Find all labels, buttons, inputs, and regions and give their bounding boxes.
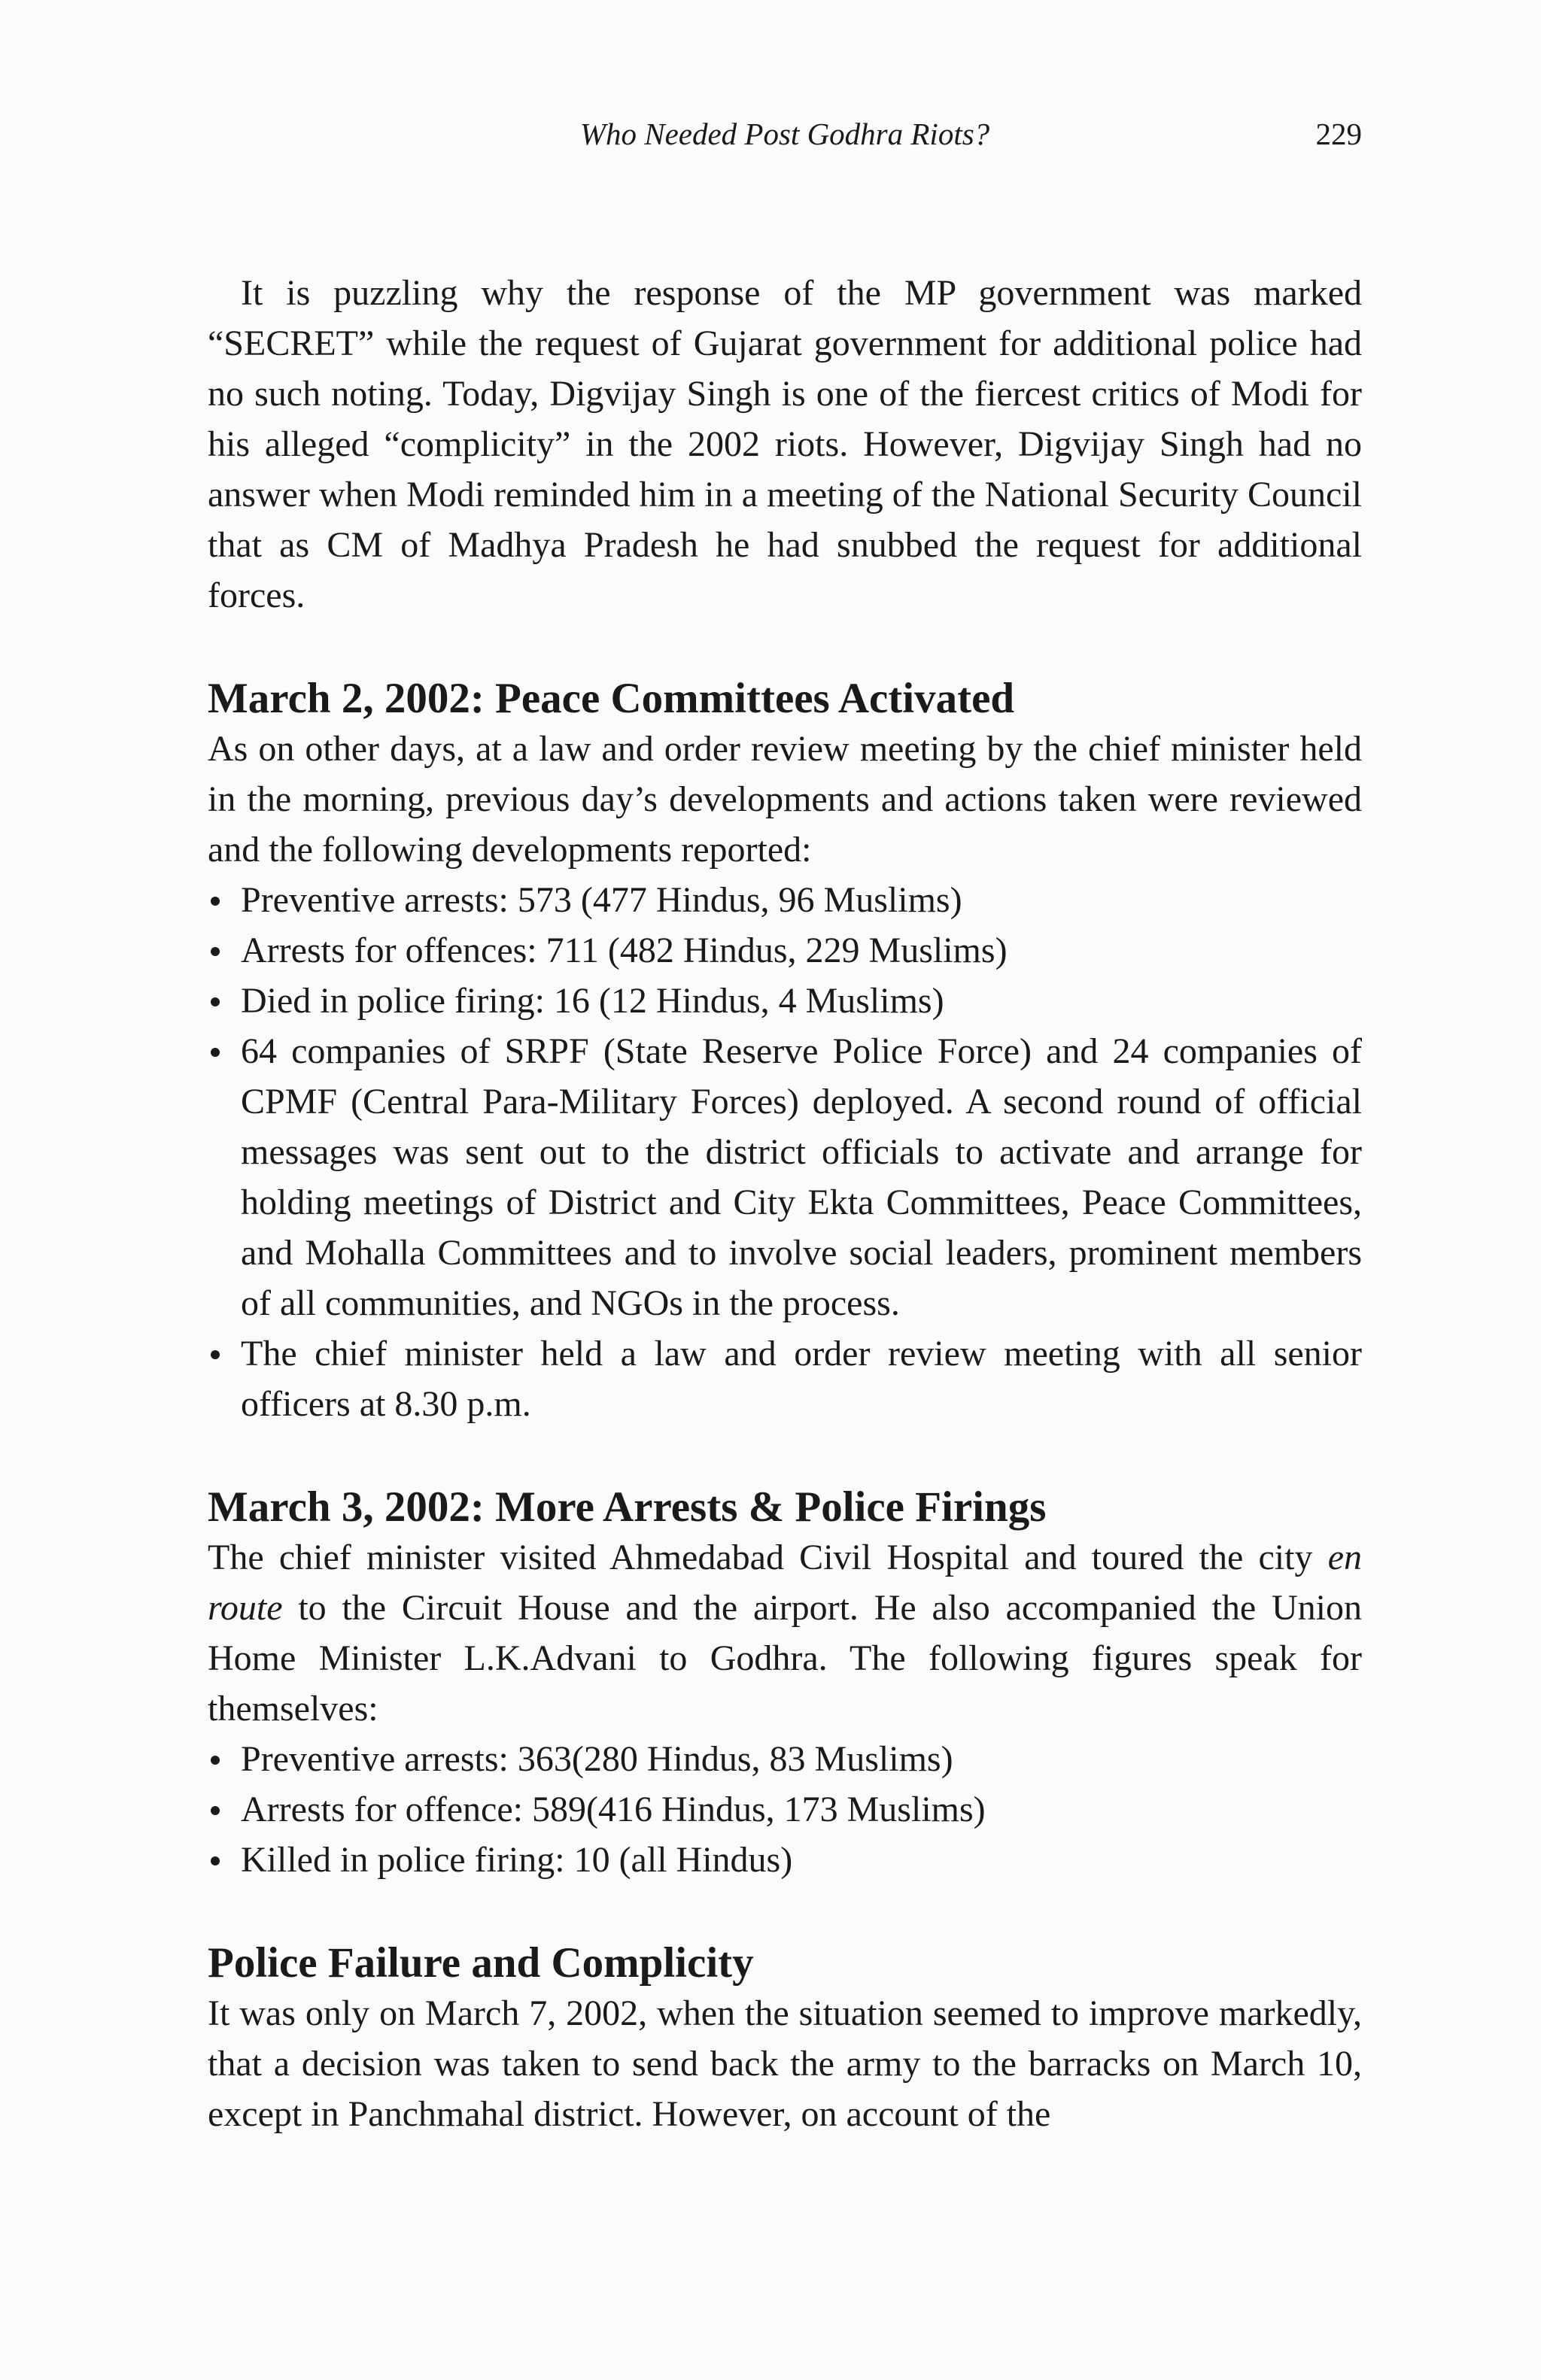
- bullet-list-march-2: [208, 875, 1362, 1429]
- section-paragraph-march-3: [208, 1532, 1362, 1734]
- list-item: Died in police firing: 16 (12 Hindus, 4 Muslims): [208, 976, 1362, 1026]
- section-paragraph-police-failure: It was only on March 7, 2002, when the situation seemed to improve markedly, that a decision was taken to send back the army to the barracks on March 10, except in Panchmahal district. However, on account of the: [208, 1993, 1362, 2134]
- section-heading-march-3: March 3, 2002: More Arrests & Police Firings: [208, 1483, 1047, 1531]
- list-item: Preventive arrests: 573 (477 Hindus, 96 Muslims): [208, 875, 1362, 925]
- bullet-list-march-3: [208, 1734, 1362, 1885]
- list-item: Arrests for offence: 589(416 Hindus, 173 Muslims): [208, 1784, 1362, 1835]
- running-title: Who Needed Post Godhra Riots?: [579, 117, 990, 151]
- list-item: 64 companies of SRPF (State Reserve Police Force) and 24 companies of CPMF (Central Para-Military Forces) deployed. A second round of official messages was sent out to the district officials to activate and arrange for holding meetings of District and City Ekta Committees, Peace Committees, and Mohalla Committees and to involve social leaders, prominent members of all communities, and NGOs in the process.: [208, 1026, 1362, 1328]
- running-header: [208, 113, 1362, 165]
- intro-paragraph: It is puzzling why the response of the MP government was marked “SECRET” while the request of Gujarat government for additional police had no such noting. Today, Digvijay Singh is one of the fiercest critics of Modi for his alleged “complicity” in the 2002 riots. However, Digvijay Singh had no answer when Modi reminded him in a meeting of the National Security Council that as CM of Madhya Pradesh he had snubbed the request for additional forces.: [208, 273, 1362, 615]
- list-item: Preventive arrests: 363(280 Hindus, 83 Muslims): [208, 1734, 1362, 1784]
- list-item: The chief minister held a law and order review meeting with all senior officers at 8.30 p.m.: [208, 1328, 1362, 1429]
- paragraph-text-start: The chief minister visited Ahmedabad Civil Hospital and toured the city: [208, 1538, 1328, 1577]
- list-item: Killed in police firing: 10 (all Hindus): [208, 1835, 1362, 1885]
- section-heading-march-2: March 2, 2002: Peace Committees Activated: [208, 675, 1015, 722]
- page-number: 229: [1315, 117, 1362, 151]
- section-paragraph-march-2: As on other days, at a law and order review meeting by the chief minister held in the morning, previous day’s developments and actions taken were reviewed and the following developments reported:: [208, 729, 1362, 870]
- book-page: [208, 113, 1362, 2139]
- section-heading-police-failure: Police Failure and Complicity: [208, 1939, 754, 1987]
- italic-phrase: en route: [208, 1538, 1362, 1628]
- paragraph-text-end: to the Circuit House and the airport. He also accompanied the Union Home Minister L.K.Advani to Godhra. The following figures speak for themselves:: [208, 1588, 1362, 1729]
- list-item: Arrests for offences: 711 (482 Hindus, 229 Muslims): [208, 925, 1362, 976]
